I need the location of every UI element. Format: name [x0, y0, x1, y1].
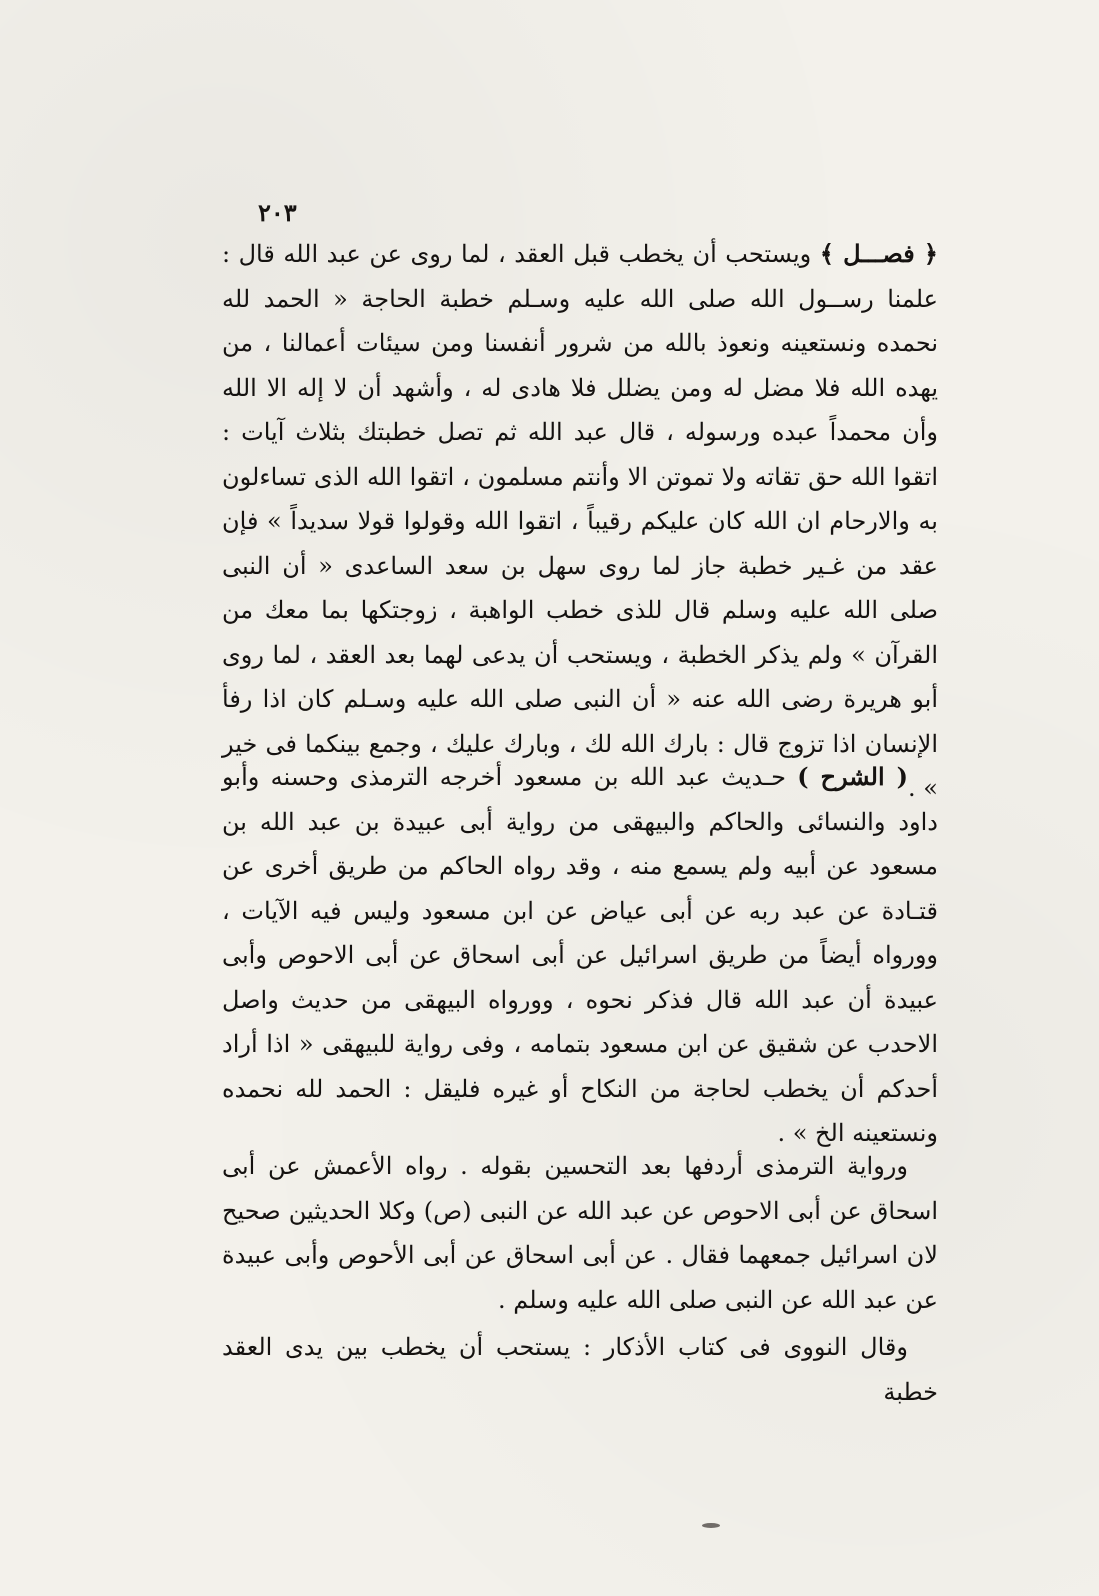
riwaya-section — [222, 1144, 938, 1322]
fasl-paragraph — [222, 232, 938, 811]
sharh-section — [222, 755, 938, 1156]
sharh-label: ( الشرح ) — [797, 762, 908, 791]
ink-blot — [702, 1523, 720, 1528]
riwaya-paragraph: ورواية الترمذى أردفها بعد التحسين بقوله . رواه الأعمش عن أبى اسحاق عن أبى الاحوص عن عبد الله عن النبى (ص) وكلا الحديثين صحيح لان اسرائيل جمعهما فقال . عن أبى اسحاق عن أبى الأحوص وأبى عبيدة عن عبد الله عن النبى صلى الله عليه وسلم . — [222, 1152, 938, 1314]
fasl-text: ويستحب أن يخطب قبل العقد ، لما روى عن عبد الله قال : علمنا رســول الله صلى الله عليه وسـلم خطبة الحاجة « الحمد لله نحمده ونستعينه ونعوذ بالله من شرور أنفسنا ومن سيئات أعمالنا ، من يهده الله فلا مضل له ومن يضلل فلا هادى له ، وأشهد أن لا إله الا الله وأن محمداً عبده ورسوله ، قال عبد الله ثم تصل خطبتك بثلاث آيات : اتقوا الله حق تقاته ولا تموتن الا وأنتم مسلمون ، اتقوا الله الذى تساءلون به والارحام ان الله كان عليكم رقيباً ، اتقوا الله وقولوا قولا سديداً » فإن عقد من غـير خطبة جاز لما روى سهل بن سعد الساعدى « أن النبى صلى الله عليه وسلم قال للذى خطب الواهبة ، زوجتكها بما معك من القرآن » ولم يذكر الخطبة ، ويستحب أن يدعى لهما بعد العقد ، لما روى أبو هريرة رضى الله عنه « أن النبى صلى الله عليه وسـلم كان اذا رفأ الإنسان اذا تزوج قال : بارك الله لك ، وبارك عليك ، وجمع بينكما فى خير » . — [222, 240, 938, 802]
fasl-section — [222, 232, 938, 811]
sharh-text: حـديث عبد الله بن مسعود أخرجه الترمذى وحسنه وأبو داود والنسائى والحاكم والبيهقى من رواية أبى عبيدة بن عبد الله بن مسعود عن أبيه ولم يسمع منه ، وقد رواه الحاكم من طريق أخرى عن قتـادة عن عبد ربه عن أبى عياض عن ابن مسعود وليس فيه الآيات ، وورواه أيضاً من طريق اسرائيل عن أبى اسحاق عن أبى الاحوص وأبى عبيدة أن عبد الله قال فذكر نحوه ، وورواه البيهقى من حديث واصل الاحدب عن شقيق عن ابن مسعود بتمامه ، وفى رواية للبيهقى « اذا أراد أحدكم أن يخطب لحاجة من النكاح أو غيره فليقل : الحمد لله نحمده ونستعينه الخ » . — [222, 763, 938, 1147]
nawawi-section — [222, 1325, 938, 1414]
page-number: ٢٠٣ — [258, 198, 297, 227]
section-heading: ﴿ فصـــل ﴾ — [819, 239, 938, 268]
nawawi-paragraph: وقال النووى فى كتاب الأذكار : يستحب أن يخطب بين يدى العقد خطبة — [222, 1333, 938, 1406]
sharh-paragraph — [222, 755, 938, 1156]
